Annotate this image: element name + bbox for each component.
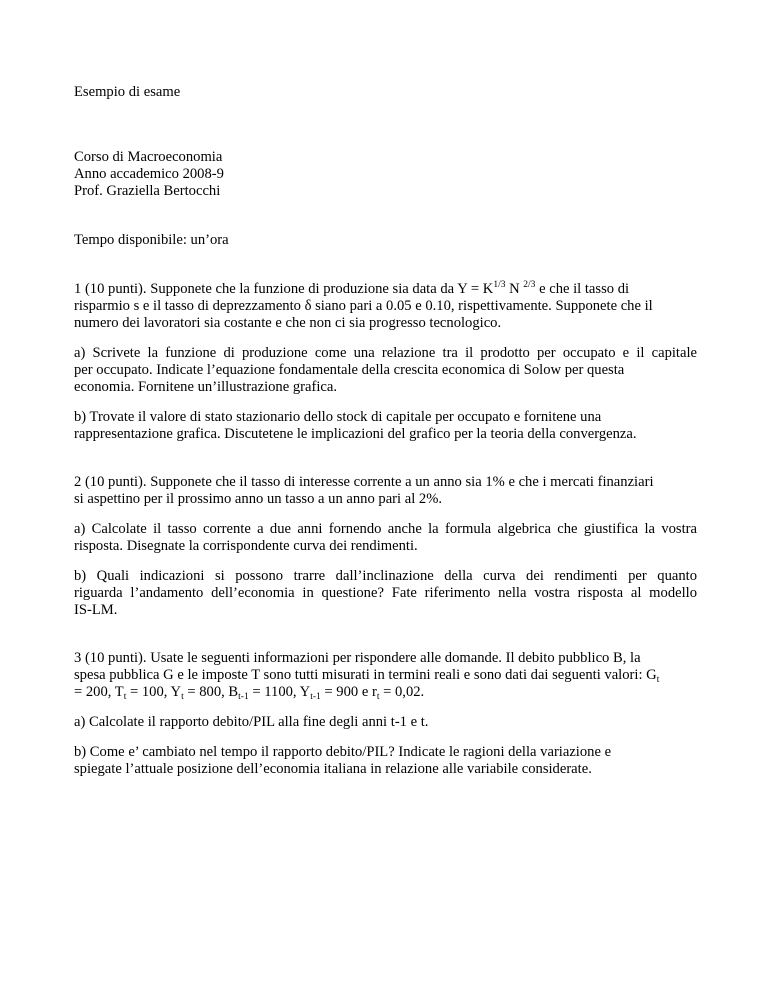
q1b-line-1: b) Trovate il valore di stato stazionario dello stock di capitale per occupato e fornitene una — [74, 409, 602, 425]
q1a-line-1: a) Scrivete la funzione di produzione come una relazione tra il prodotto per occupato e il capitale — [74, 345, 697, 361]
q3-line-2: spesa pubblica G e le imposte T sono tutti misurati in termini reali e sono dati dai seguenti valori: $G_t$ — [74, 667, 660, 685]
q3-line-1: 3 (10 punti). Usate le seguenti informazioni per rispondere alle domande. Il debito pubblico B, la — [74, 650, 641, 666]
course-name: Corso di Macroeconomia — [74, 149, 223, 165]
q1a-line-3: economia. Fornitene un’illustrazione grafica. — [74, 379, 337, 395]
q1a-line-2: per occupato. Indicate l’equazione fondamentale della crescita economica di Solow per questa — [74, 362, 625, 378]
q1-line-3: numero dei lavoratori sia costante e che non ci sia progresso tecnologico. — [74, 315, 502, 331]
exam-title: Esempio di esame — [74, 84, 181, 100]
q2b-line-3: IS-LM. — [74, 602, 118, 618]
exponent-k: 1/3 — [493, 280, 506, 290]
q2a-line-1: a) Calcolate il tasso corrente a due anni fornendo anche la formula algebrica che giustifica la vostra — [74, 521, 697, 537]
q3-line-3: = 200, $T_t = 100$, $Y_t = 800$, $B_{t-1} = 1100$, $Y_{t-1} = 900$ e $r_t = 0,02$. — [74, 684, 425, 702]
exponent-n: 2/3 — [523, 280, 536, 290]
q3b-line-2: spiegate l’attuale posizione dell’economia italiana in relazione alle variabile considerate. — [74, 761, 592, 777]
q2b-line-2: riguarda l’andamento dell’economia in questione? Fate riferimento nella vostra risposta al modello — [74, 585, 697, 601]
q3a-line-1: a) Calcolate il rapporto debito/PIL alla fine degli anni t-1 e t. — [74, 714, 429, 730]
q2a-line-2: risposta. Disegnate la corrispondente curva dei rendimenti. — [74, 538, 418, 554]
q1b-line-2: rappresentazione grafica. Discutetene le implicazioni del grafico per la teoria della convergenza. — [74, 426, 637, 442]
professor-name: Prof. Graziella Bertocchi — [74, 183, 221, 199]
time-available: Tempo disponibile: un’ora — [74, 232, 229, 248]
q2-line-1: 2 (10 punti). Supponete che il tasso di interesse corrente a un anno sia 1% e che i mercati finanziari — [74, 474, 654, 490]
q1-line-2: risparmio s e il tasso di deprezzamento δ siano pari a 0.05 e 0.10, rispettivamente. Supponete che il — [74, 298, 653, 314]
q2b-line-1: b) Quali indicazioni si possono trarre dall’inclinazione della curva dei rendimenti per quanto — [74, 568, 697, 584]
q3b-line-1: b) Come e’ cambiato nel tempo il rapporto debito/PIL? Indicate le ragioni della variazione e — [74, 744, 612, 760]
academic-year: Anno accademico 2008-9 — [74, 166, 224, 182]
q2-line-2: si aspettino per il prossimo anno un tasso a un anno pari al 2%. — [74, 491, 443, 507]
q1-line-1: 1 (10 punti). Supponete che la funzione di produzione sia data da $Y = K^{1/3}$ N $^{2/3}$ e che il tasso di — [74, 280, 630, 297]
